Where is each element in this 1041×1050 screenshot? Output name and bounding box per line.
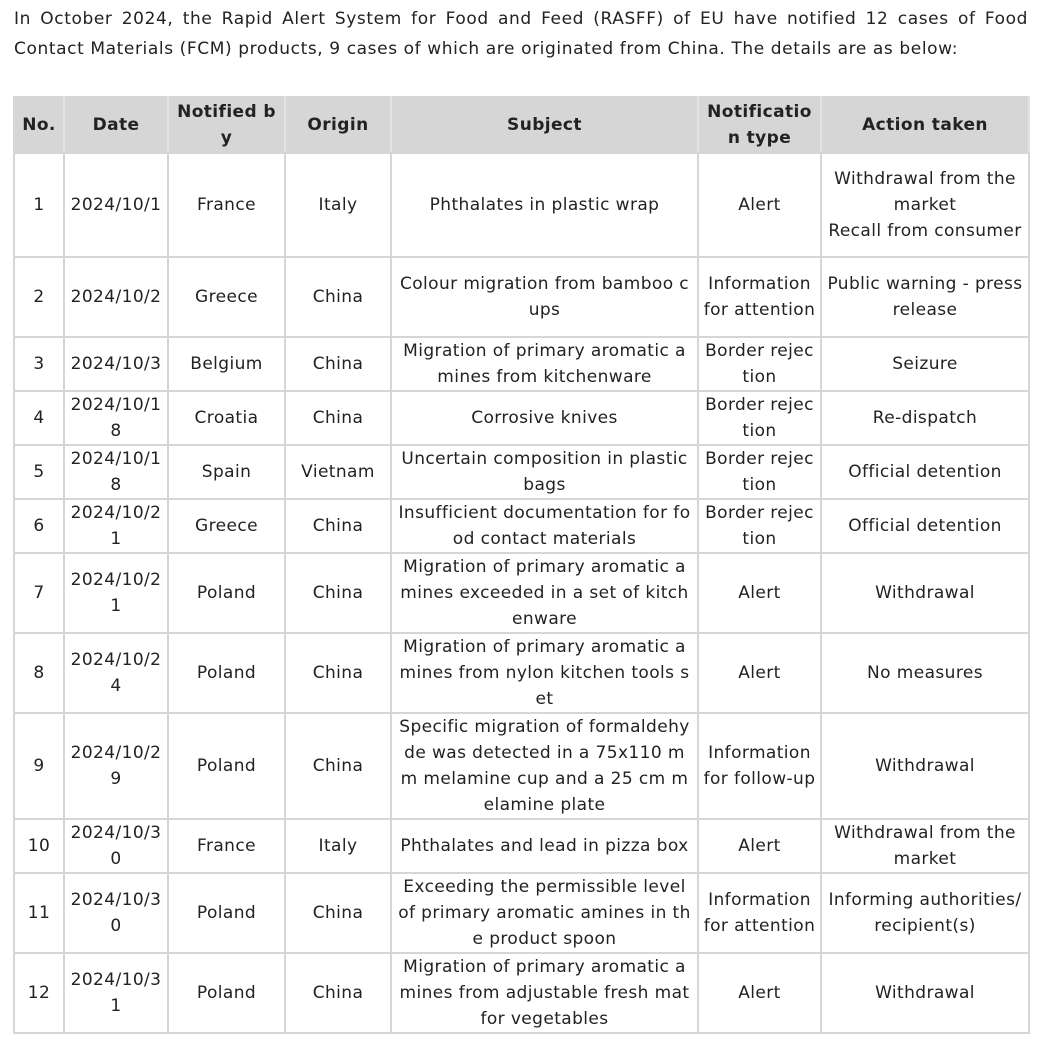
cell-no: 2: [14, 257, 64, 337]
cell-notification-type: Information for attention: [698, 257, 821, 337]
action-line: Seizure: [892, 354, 958, 374]
cell-date: 2024/10/3: [64, 337, 168, 391]
cell-no: 6: [14, 499, 64, 553]
cell-date: 2024/10/21: [64, 553, 168, 633]
cell-origin: China: [285, 499, 391, 553]
action-line: Informing authorities/recipient(s): [828, 890, 1022, 936]
cell-notified-by: Belgium: [168, 337, 285, 391]
cell-notified-by: Poland: [168, 953, 285, 1033]
header-date: Date: [64, 97, 168, 153]
table-row: [14, 445, 1029, 499]
rasff-notifications-table: [13, 96, 1030, 1034]
cell-origin: China: [285, 873, 391, 953]
cell-notification-type: Border rejection: [698, 445, 821, 499]
cell-notified-by: France: [168, 819, 285, 873]
cell-notification-type: Border rejection: [698, 499, 821, 553]
cell-notification-type: Border rejection: [698, 391, 821, 445]
cell-subject: Specific migration of formaldehyde was detected in a 75x110 mm melamine cup and a 25 cm melamine plate: [391, 713, 698, 819]
cell-notified-by: Spain: [168, 445, 285, 499]
cell-date: 2024/10/30: [64, 819, 168, 873]
cell-notified-by: Poland: [168, 553, 285, 633]
cell-no: 10: [14, 819, 64, 873]
header-subject: Subject: [391, 97, 698, 153]
cell-action-taken: [821, 873, 1029, 953]
cell-date: 2024/10/18: [64, 445, 168, 499]
cell-notified-by: Greece: [168, 257, 285, 337]
cell-origin: Italy: [285, 153, 391, 257]
cell-subject: Uncertain composition in plastic bags: [391, 445, 698, 499]
cell-action-taken: [821, 153, 1029, 257]
cell-action-taken: [821, 953, 1029, 1033]
action-line: Recall from consumer: [828, 221, 1022, 241]
table-row: [14, 391, 1029, 445]
cell-no: 11: [14, 873, 64, 953]
cell-origin: China: [285, 337, 391, 391]
action-line: Withdrawal: [875, 756, 975, 776]
cell-no: 9: [14, 713, 64, 819]
cell-subject: Migration of primary aromatic amines exceeded in a set of kitchenware: [391, 553, 698, 633]
action-line: Withdrawal: [875, 583, 975, 603]
action-line: Withdrawal: [875, 983, 975, 1003]
cell-date: 2024/10/24: [64, 633, 168, 713]
cell-origin: China: [285, 553, 391, 633]
cell-action-taken: [821, 257, 1029, 337]
cell-date: 2024/10/1: [64, 153, 168, 257]
action-line: Withdrawal from the market: [834, 823, 1016, 869]
cell-notification-type: Alert: [698, 819, 821, 873]
cell-subject: Colour migration from bamboo cups: [391, 257, 698, 337]
cell-notification-type: Information for attention: [698, 873, 821, 953]
table-row: [14, 153, 1029, 257]
table-row: [14, 819, 1029, 873]
cell-notification-type: Alert: [698, 633, 821, 713]
cell-action-taken: [821, 337, 1029, 391]
table-row: [14, 953, 1029, 1033]
cell-notified-by: Croatia: [168, 391, 285, 445]
cell-action-taken: [821, 391, 1029, 445]
cell-subject: Insufficient documentation for food contact materials: [391, 499, 698, 553]
cell-date: 2024/10/31: [64, 953, 168, 1033]
cell-no: 5: [14, 445, 64, 499]
cell-notification-type: Alert: [698, 553, 821, 633]
cell-subject: Migration of primary aromatic amines from adjustable fresh mat for vegetables: [391, 953, 698, 1033]
action-line: Public warning - press release: [827, 274, 1023, 320]
cell-action-taken: [821, 445, 1029, 499]
cell-action-taken: [821, 499, 1029, 553]
cell-date: 2024/10/2: [64, 257, 168, 337]
action-line: Withdrawal from the market: [834, 169, 1016, 215]
cell-origin: China: [285, 391, 391, 445]
header-origin: Origin: [285, 97, 391, 153]
table-header-row: [14, 97, 1029, 153]
cell-origin: China: [285, 953, 391, 1033]
cell-action-taken: [821, 633, 1029, 713]
cell-date: 2024/10/30: [64, 873, 168, 953]
action-line: Re-dispatch: [872, 408, 978, 428]
cell-subject: Phthalates in plastic wrap: [391, 153, 698, 257]
cell-subject: Migration of primary aromatic amines from nylon kitchen tools set: [391, 633, 698, 713]
table-row: [14, 553, 1029, 633]
cell-no: 1: [14, 153, 64, 257]
cell-no: 4: [14, 391, 64, 445]
table-row: [14, 633, 1029, 713]
cell-notified-by: France: [168, 153, 285, 257]
action-line: Official detention: [848, 462, 1002, 482]
cell-origin: China: [285, 713, 391, 819]
cell-notification-type: Alert: [698, 953, 821, 1033]
cell-no: 3: [14, 337, 64, 391]
table-row: [14, 337, 1029, 391]
header-no: No.: [14, 97, 64, 153]
cell-origin: China: [285, 257, 391, 337]
header-notification-type: Notification type: [698, 97, 821, 153]
action-line: Official detention: [848, 516, 1002, 536]
cell-action-taken: [821, 713, 1029, 819]
cell-notified-by: Greece: [168, 499, 285, 553]
cell-notification-type: Border rejection: [698, 337, 821, 391]
cell-action-taken: [821, 819, 1029, 873]
cell-date: 2024/10/21: [64, 499, 168, 553]
table-row: [14, 713, 1029, 819]
table-row: [14, 257, 1029, 337]
cell-no: 8: [14, 633, 64, 713]
cell-date: 2024/10/18: [64, 391, 168, 445]
cell-date: 2024/10/29: [64, 713, 168, 819]
cell-subject: Corrosive knives: [391, 391, 698, 445]
cell-notification-type: Information for follow-up: [698, 713, 821, 819]
cell-origin: China: [285, 633, 391, 713]
cell-subject: Exceeding the permissible level of primary aromatic amines in the product spoon: [391, 873, 698, 953]
cell-notified-by: Poland: [168, 633, 285, 713]
header-notified-by: Notified by: [168, 97, 285, 153]
cell-action-taken: [821, 553, 1029, 633]
action-line: No measures: [867, 663, 983, 683]
table-row: [14, 499, 1029, 553]
intro-paragraph: In October 2024, the Rapid Alert System for Food and Feed (RASFF) of EU have notified 12 cases of Food Contact Materials (FCM) products, 9 cases of which are originated from China. The details are as below:: [14, 9, 1028, 59]
cell-subject: Phthalates and lead in pizza box: [391, 819, 698, 873]
cell-notified-by: Poland: [168, 873, 285, 953]
header-action-taken: Action taken: [821, 97, 1029, 153]
cell-notified-by: Poland: [168, 713, 285, 819]
cell-origin: Italy: [285, 819, 391, 873]
cell-subject: Migration of primary aromatic amines from kitchenware: [391, 337, 698, 391]
cell-no: 7: [14, 553, 64, 633]
cell-no: 12: [14, 953, 64, 1033]
table-row: [14, 873, 1029, 953]
cell-origin: Vietnam: [285, 445, 391, 499]
cell-notification-type: Alert: [698, 153, 821, 257]
